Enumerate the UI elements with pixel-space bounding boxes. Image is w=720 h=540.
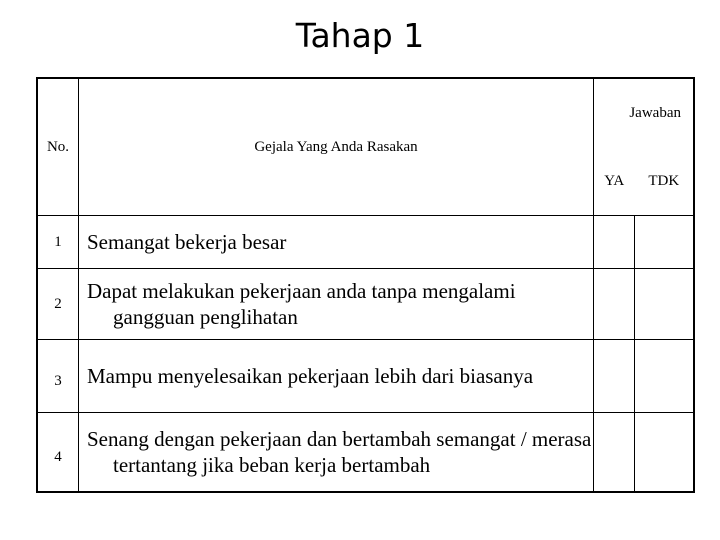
row-gejala-text: Mampu menyelesaikan pekerjaan lebih dari biasanya <box>87 364 534 388</box>
answer-ya-cell[interactable] <box>594 413 635 493</box>
answer-tdk-cell[interactable] <box>635 413 695 493</box>
questionnaire-table-container <box>36 77 695 493</box>
questionnaire-table <box>36 77 695 493</box>
row-number: 4 <box>37 413 79 493</box>
header-gejala: Gejala Yang Anda Rasakan <box>79 78 594 216</box>
table-row <box>37 413 694 493</box>
row-gejala-text: Semangat bekerja besar <box>87 230 287 254</box>
table-row <box>37 216 694 269</box>
row-gejala <box>79 216 594 269</box>
header-tdk: TDK <box>635 149 695 216</box>
answer-tdk-cell[interactable] <box>635 269 695 340</box>
row-gejala <box>79 413 594 493</box>
table-row <box>37 340 694 413</box>
header-ya: YA <box>594 149 635 216</box>
row-number: 3 <box>37 340 79 413</box>
header-no: No. <box>37 78 79 216</box>
row-gejala <box>79 269 594 340</box>
row-gejala-text: Senang dengan pekerjaan dan bertambah semangat / merasa tertantang jika beban kerja bertambah <box>87 427 592 477</box>
row-number: 1 <box>37 216 79 269</box>
answer-ya-cell[interactable] <box>594 216 635 269</box>
row-gejala-text: Dapat melakukan pekerjaan anda tanpa mengalami gangguan penglihatan <box>87 279 516 329</box>
answer-ya-cell[interactable] <box>594 269 635 340</box>
answer-ya-cell[interactable] <box>594 340 635 413</box>
table-row <box>37 269 694 340</box>
answer-tdk-cell[interactable] <box>635 216 695 269</box>
row-number: 2 <box>37 269 79 340</box>
header-jawaban: Jawaban <box>594 78 695 149</box>
row-gejala <box>79 340 594 413</box>
header-row <box>37 78 694 149</box>
page-title: Tahap 1 <box>295 16 425 55</box>
answer-tdk-cell[interactable] <box>635 340 695 413</box>
